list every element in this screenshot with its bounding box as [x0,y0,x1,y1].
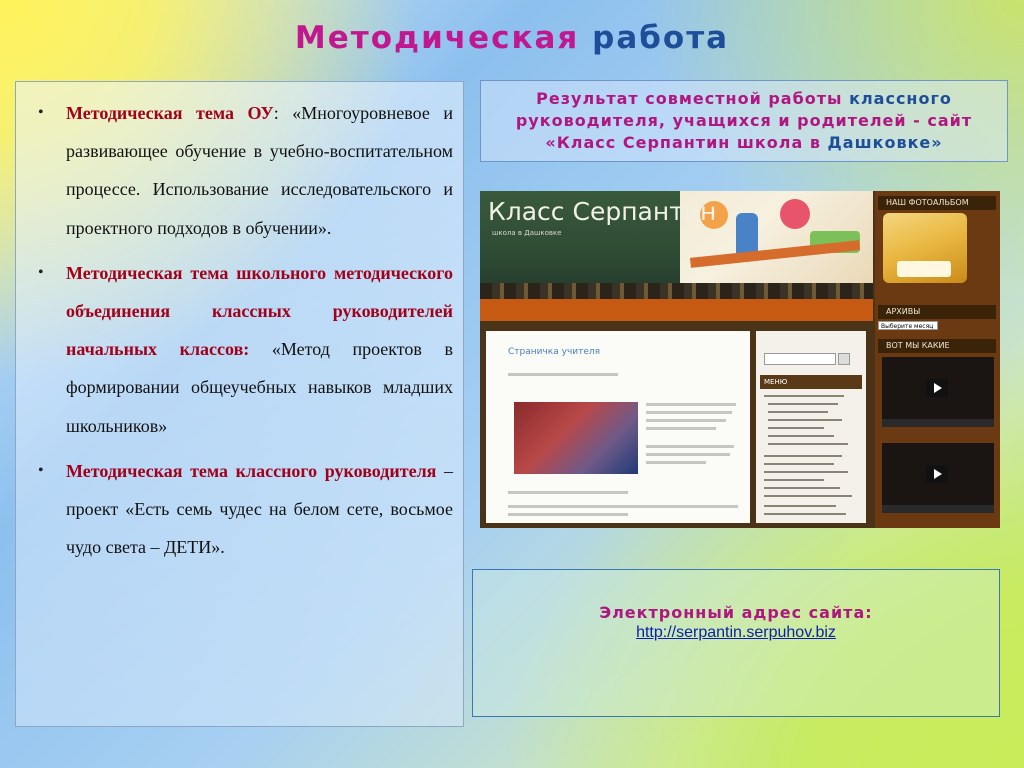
site-banner-subtitle: школа в Дашковке [492,229,562,237]
topics-list [34,94,453,566]
topic-item [34,254,453,445]
title-part2: работа [592,20,730,56]
caption-line3-b: Дашковке» [827,133,943,152]
video-player[interactable] [882,357,994,427]
topic-text: «Метод проектов в формировании общеучебных навыков младших школьников» [66,339,453,436]
topic-label: Методическая тема классного руководителя [66,460,437,481]
caption-line1 [481,88,1007,110]
text-line [508,491,628,494]
caption-line1-a: Результат совместной работы [536,89,843,108]
play-icon[interactable] [926,379,948,397]
topic-text: «Многоуровневое и развивающее обучение в учебно-воспитательном процессе. Использование исследовательского и проектного подходов в обучении». [66,103,453,238]
site-right-column [875,191,1000,528]
album-header: НАШ ФОТОАЛЬБОМ [878,196,996,210]
site-address-label: Электронный адрес сайта: [599,603,873,622]
play-icon[interactable] [926,465,948,483]
menu-link[interactable] [768,443,848,445]
menu-link[interactable] [764,479,824,481]
site-page-title: Страничка учителя [508,347,601,357]
site-navbar [480,299,873,321]
site-caption [480,80,1008,162]
menu-link[interactable] [764,505,836,507]
menu-link[interactable] [768,403,838,405]
menu-link[interactable] [764,471,848,473]
text-line [508,373,618,376]
caption-line1-b: классного [849,89,952,108]
topic-label: Методическая тема ОУ [66,103,274,123]
menu-link[interactable] [764,513,846,515]
text-line [508,513,628,516]
topic-separator: : [273,103,279,123]
website-screenshot [480,191,1000,528]
topic-item [34,452,453,567]
site-url-link[interactable]: http://serpantin.serpuhov.biz [636,624,836,641]
video-header: ВОТ МЫ КАКИЕ [878,339,996,353]
caption-line3-a: «Класс Серпантин школа в [545,133,821,152]
decor-strip [480,283,873,299]
text-line [646,461,706,464]
site-search-input[interactable] [764,353,836,365]
menu-link[interactable] [764,495,852,497]
caption-line2: руководителя, учащихся и родителей - сайт [515,111,973,130]
site-menu-header: МЕНЮ [760,375,862,389]
page-title [0,20,1024,56]
text-line [646,419,726,422]
topic-item [34,94,453,247]
menu-link[interactable] [764,395,844,397]
methodical-topics-panel [15,81,464,727]
title-part1: Методическая [294,20,580,56]
video-controls[interactable] [882,419,994,427]
site-sidebar [756,331,866,523]
text-line [508,505,738,508]
site-banner-title: Класс Серпантин [488,197,717,226]
archive-month-select[interactable]: Выберите месяц [878,321,938,330]
topic-text: – проект «Есть семь чудес на белом сете, восьмое чудо света – ДЕТИ». [66,460,453,558]
text-line [646,403,736,406]
menu-link[interactable] [768,419,842,421]
site-search-button[interactable] [838,353,850,365]
archive-header: АРХИВЫ [878,305,996,319]
topic-label: Методическая тема школьного методического объединения классных руководителей начальных классов: [66,262,453,360]
site-content [486,331,750,523]
menu-link[interactable] [764,463,834,465]
menu-link[interactable] [764,455,842,457]
menu-link[interactable] [768,411,828,413]
video-controls[interactable] [882,505,994,513]
menu-link[interactable] [768,427,824,429]
text-line [646,411,732,414]
text-line [646,427,716,430]
caption-line3 [481,132,1007,154]
menu-link[interactable] [764,487,840,489]
menu-link[interactable] [768,435,834,437]
teacher-photo [514,402,638,474]
photo-album-image[interactable] [883,213,967,283]
video-player[interactable] [882,443,994,513]
text-line [646,445,734,448]
text-line [646,453,730,456]
site-address-panel [472,569,1000,717]
